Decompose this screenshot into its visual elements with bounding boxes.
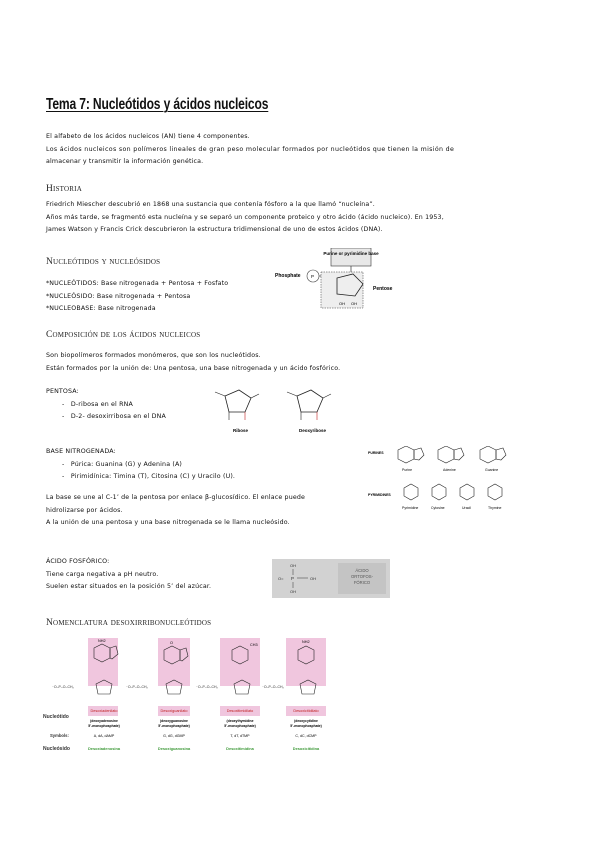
caption-line: ORTOFOS-: [351, 574, 373, 579]
svg-text:OH: OH: [290, 589, 296, 594]
svg-text:⁻O–P–O–CH₂: ⁻O–P–O–CH₂: [52, 685, 74, 689]
nucleoside-name: Desoxicitidina: [292, 746, 320, 751]
base-highlight: [158, 638, 190, 686]
base-item: - Púrica: Guanina (G) y Adenina (A): [62, 460, 183, 468]
base-line: hidrolizarse por ácidos.: [46, 506, 123, 514]
oh-label: OH: [339, 301, 345, 306]
nucleotide-name: Desoxitimidilato: [226, 709, 254, 713]
english-name: 5’-monophosphate): [88, 724, 120, 728]
svg-text:O=: O=: [278, 576, 284, 581]
acido-section: [46, 556, 211, 594]
deoxyribose-label: Deoxyribose: [299, 428, 327, 433]
base-item: - Pirimidínica: Timina (T), Citosina (C) y Uracilo (U).: [62, 473, 236, 480]
symbols: A, dA, dAMP: [93, 734, 115, 738]
english-name: (deoxyguanosine: [160, 719, 188, 723]
pentose-structures-figure: [205, 382, 355, 438]
pentosa-item: - D-ribosa en el RNA: [62, 400, 133, 408]
nucleotidos-list: [46, 278, 228, 316]
historia-line: James Watson y Francis Crick descubrieron la estructura tridimensional de uno de estos ácidos (DNA).: [46, 226, 383, 233]
symbols: C, dC, dCMP: [295, 734, 317, 738]
nucleotide-name: Desoxiguanilato: [160, 709, 188, 713]
historia-line: Friedrich Miescher descubrió en 1868 una sustancia que contenía fósforo a la que llamó “nucleína”.: [46, 201, 375, 208]
pentosa-label: PENTOSA:: [46, 388, 79, 395]
row-label-nucleosido: Nucleósido: [43, 746, 70, 752]
svg-text:⁻O–P–O–CH₂: ⁻O–P–O–CH₂: [262, 685, 284, 689]
pyrimidine-name: Pyrimidine: [402, 506, 419, 510]
symbols: T, dT, dTMP: [230, 734, 250, 738]
base-substituent: NH2: [302, 640, 310, 644]
pentosa-item-text: D-2- desoxirribosa en el DNA: [70, 413, 166, 420]
base-paragraph: [46, 492, 305, 530]
composicion-paragraph: [46, 350, 340, 375]
definition-nucleobase: *NUCLEOBASE: Base nitrogenada: [46, 305, 156, 312]
english-name: (deoxycytidine: [294, 719, 318, 723]
caption-line: ÁCIDO: [355, 568, 369, 573]
phosphate-label: Phosphate: [275, 273, 301, 279]
english-name: 5’-monophosphate): [224, 724, 256, 728]
oh-label: OH: [290, 563, 296, 568]
nucleotidos-heading: Nucleótidos y nucleósidos: [46, 257, 161, 267]
nucleotide-column: [196, 638, 260, 751]
pyrimidines-label: PYRIMIDINES: [368, 493, 391, 497]
english-name: (deoxythymidine: [226, 719, 254, 723]
caption-line: FÓRICO: [353, 580, 371, 585]
nucleoside-name: Desoxitimidina: [226, 746, 254, 751]
deoxyribonucleotides-figure: [40, 632, 340, 754]
composicion-heading: Composición de los ácidos nucleicos: [46, 330, 201, 340]
symbols: G, dG, dGMP: [163, 734, 185, 738]
base-substituent: O: [170, 641, 173, 645]
ribose-structure: [215, 390, 259, 433]
pentose-label: Pentose: [373, 286, 393, 292]
pentosa-section: [46, 386, 166, 424]
pyrimidine-name: Cytosine: [431, 506, 445, 510]
acido-line: Tiene carga negativa a pH neutro.: [46, 570, 159, 578]
nomenclatura-heading: Nomenclatura desoxirribonucleótidos: [46, 618, 212, 628]
nitrogenous-bases-figure: [368, 446, 518, 526]
svg-text:P: P: [311, 274, 315, 279]
pentosa-item: - D-2- desoxirribosa en el DNA: [62, 413, 166, 420]
purines-label: PURINES: [368, 451, 384, 455]
row-label-nucleotido: Nucleótido: [43, 714, 69, 720]
composicion-line: Están formados por la unión de: Una pentosa, una base nitrogenada y un ácido fosfórico.: [46, 364, 341, 372]
base-section: [46, 446, 235, 484]
pyrimidine-name: Thymine: [488, 506, 502, 510]
base-label: BASE NITROGENADA:: [46, 448, 116, 455]
base-highlight: [286, 638, 326, 686]
purine-name: Purine: [402, 468, 413, 472]
nucleotide-name: Desoxicitidilato: [293, 709, 319, 713]
base-item-text: Púrica: Guanina (G) y Adenina (A): [70, 460, 183, 468]
base-line: A la unión de una pentosa y una base nitrogenada se le llama nucleósido.: [46, 519, 290, 526]
base-highlight: [88, 638, 118, 686]
base-label: Purine or pyrimidine base: [323, 251, 379, 256]
deoxyribose-structure: [287, 390, 331, 433]
nucleotide-name: Desoxiadenilato: [90, 709, 118, 713]
definition-nucleotido: *NUCLEÓTIDOS: Base nitrogenada + Pentosa + Fosfato: [46, 280, 229, 287]
oh-label: OH: [351, 301, 357, 306]
intro-paragraph: [46, 131, 454, 169]
ribose-label: Ribose: [233, 428, 249, 433]
composicion-line: Son biopolímeros formados monómeros, que son los nucleótidos.: [46, 352, 261, 359]
base-line: La base se une al C-1’ de la pentosa por enlace β-glucosídico. El enlace puede: [46, 494, 306, 501]
nucleotide-column: [126, 638, 191, 751]
purine-name: Guanine: [485, 468, 499, 472]
svg-text:OH: OH: [310, 576, 316, 581]
definition-nucleosido: *NUCLEÓSIDO: Base nitrogenada + Pentosa: [46, 292, 191, 300]
base-substituent: CH3: [250, 643, 258, 647]
row-label-symbols: Symbols:: [50, 733, 69, 738]
english-name: 5’-monophosphate): [158, 724, 190, 728]
historia-line: Años más tarde, se fragmentó esta nucleína y se separó un componente proteico y otro ácido (ácido nucleico). En 1953,: [46, 213, 444, 221]
svg-text:⁻O–P–O–CH₂: ⁻O–P–O–CH₂: [196, 685, 218, 689]
acido-line: Suelen estar situados en la posición 5’ del azúcar.: [46, 583, 212, 590]
base-item-text: Pirimidínica: Timina (T), Citosina (C) y Uracilo (U).: [70, 473, 236, 480]
pyrimidine-name: Uracil: [462, 506, 471, 510]
base-substituent: NH2: [98, 639, 106, 643]
english-name: (deoxyadenosine: [90, 719, 118, 723]
pentosa-item-text: D-ribosa en el RNA: [70, 400, 133, 408]
nucleoside-name: Desoxiguanosina: [157, 746, 191, 751]
phosphoric-acid-figure: [272, 559, 390, 598]
page-title: Tema 7: Nucleótidos y ácidos nucleicos: [46, 96, 269, 113]
nucleotide-structure-figure: [275, 248, 410, 316]
intro-line: Los ácidos nucleicos son polímeros lineales de gran peso molecular formados por nucleótidos que tienen la misión de: [46, 145, 455, 153]
intro-line: El alfabeto de los ácidos nucleicos (AN) tiene 4 componentes.: [46, 133, 250, 140]
historia-paragraph: [46, 199, 444, 237]
historia-heading: Historia: [46, 184, 82, 194]
svg-text:⁻O–P–O–CH₂: ⁻O–P–O–CH₂: [126, 685, 148, 689]
p-label: P: [291, 576, 295, 581]
intro-line: almacenar y transmitir la información genética.: [46, 158, 204, 165]
english-name: 5’-monophosphate): [290, 724, 322, 728]
nucleoside-name: Desoxiadenosina: [87, 746, 121, 751]
nucleotide-column: [262, 638, 326, 751]
purine-name: Adenine: [443, 468, 456, 472]
acido-label: ÁCIDO FOSFÓRICO:: [46, 558, 110, 565]
